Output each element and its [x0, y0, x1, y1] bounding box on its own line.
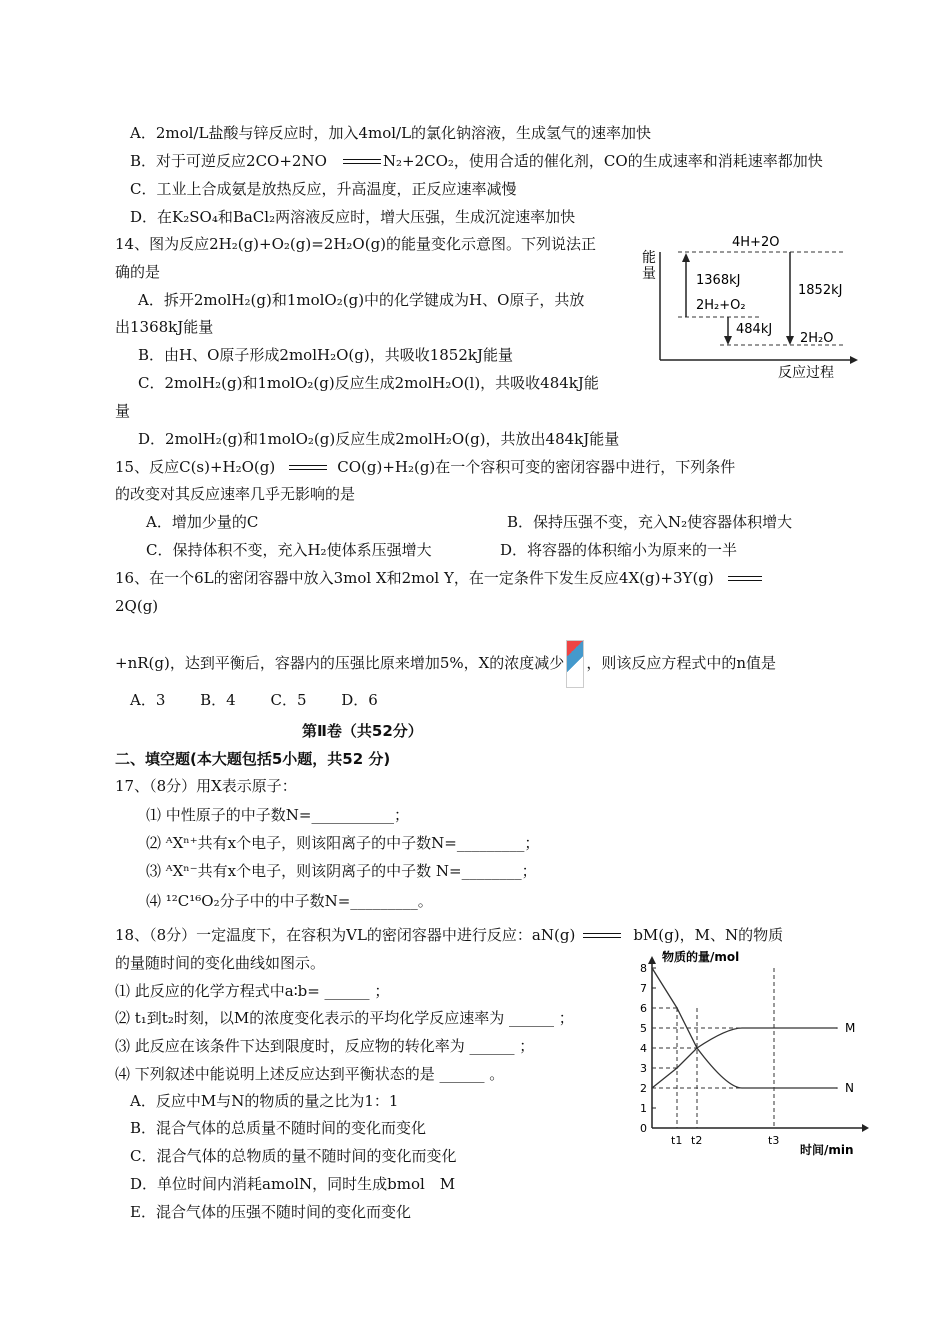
q15-option-a: A．增加少量的C — [146, 513, 259, 531]
q16-stem-text1: 16、在一个6L的密闭容器中放入3mol X和2mol Y，在一定条件下发生反应4X(g)+3Y(g) — [115, 569, 714, 587]
arrow-up-icon — [682, 253, 690, 262]
energy-ylabel-2: 量 — [642, 266, 656, 282]
data-point — [676, 1007, 678, 1009]
q13-option-a: A．2mol/L盐酸与锌反应时，加入4mol/L的氯化钠溶液，生成氢气的速率加快 — [130, 124, 652, 142]
q18-option-b: B．混合气体的总质量不随时间的变化而变化 — [130, 1119, 427, 1137]
data-point — [651, 967, 653, 969]
q13-option-b-text2: N₂+2CO₂，使用合适的催化剂，CO的生成速率和消耗速率都加快 — [382, 152, 823, 170]
q18-sub-3: ⑶ 此反应在该条件下达到限度时，反应物的转化率为 ______ ； — [115, 1037, 535, 1055]
y-tick-label: 2 — [640, 1082, 647, 1095]
q16-options: A．3 B．4 C．5 D．6 — [130, 691, 378, 709]
q15-option-b: B．保持压强不变，充入N₂使容器体积增大 — [507, 513, 793, 531]
level-bottom-label: 2H₂O — [800, 331, 834, 346]
equilibrium-arrow-icon — [583, 931, 621, 941]
y-tick-label: 1 — [640, 1102, 647, 1115]
data-point — [676, 1067, 678, 1069]
x-tick-label: t2 — [691, 1134, 703, 1147]
q18-stem-text1: 18、（8分）一定温度下，在容积为VL的密闭容器中进行反应：aN(g) — [115, 926, 576, 944]
q18-option-e: E．混合气体的压强不随时间的变化而变化 — [130, 1203, 411, 1221]
q14-stem-line1: 14、图为反应2H₂(g)+O₂(g)=2H₂O(g)的能量变化示意图。下列说法正 — [115, 235, 597, 253]
series-line-M — [652, 1028, 837, 1088]
y-tick-label: 3 — [640, 1062, 647, 1075]
y-tick-label: 5 — [640, 1022, 647, 1035]
y-axis-arrow-icon — [648, 956, 656, 964]
q15-stem-text1: 15、反应C(s)+H₂O(g) — [115, 458, 276, 476]
level-mid-label: 2H₂+O₂ — [696, 298, 746, 313]
amount-time-chart — [632, 948, 872, 1163]
data-point — [651, 1087, 653, 1089]
q15-stem-text2: CO(g)+H₂(g)在一个容积可变的密闭容器中进行，下列条件 — [337, 458, 736, 476]
q15-stem-line1 — [115, 457, 735, 477]
q15-option-d: D．将容器的体积缩小为原来的一半 — [500, 541, 738, 559]
equilibrium-arrow-icon — [343, 157, 381, 167]
volume-2-title: 第Ⅱ卷（共52分） — [302, 722, 423, 740]
chart-title: 物质的量/mol — [662, 950, 740, 964]
chart-xlabel: 时间/min — [800, 1143, 854, 1157]
q16-stem-text3b: ，则该反应方程式中的n值是 — [586, 654, 776, 672]
q18-stem-line2: 的量随时间的变化曲线如图示。 — [115, 954, 326, 972]
energy-484-label: 484kJ — [736, 322, 773, 337]
q13-option-d: D．在K₂SO₄和BaCl₂两溶液反应时，增大压强，生成沉淀速率加快 — [130, 208, 576, 226]
q17-sub-3: ⑶ ᴬXⁿ⁻共有x个电子，则该阴离子的中子数 N=________； — [146, 862, 537, 880]
q14-option-c-cont: 量 — [115, 402, 131, 420]
q18-option-a: A．反应中M与N的物质的量之比为1：1 — [130, 1092, 399, 1110]
q17-sub-4: ⑷ ¹²C¹⁶O₂分子中的中子数N=_________。 — [146, 892, 433, 910]
q18-option-d: D．单位时间内消耗amolN，同时生成bmol M — [130, 1175, 456, 1193]
x-tick-label: t3 — [768, 1134, 780, 1147]
q14-option-d: D．2molH₂(g)和1molO₂(g)反应生成2molH₂O(g)，共放出484kJ能量 — [138, 430, 620, 448]
q14-option-c: C．2molH₂(g)和1molO₂(g)反应生成2molH₂O(l)，共吸收484kJ能 — [138, 374, 599, 392]
q13-option-b-text1: B．对于可逆反应2CO+2NO — [130, 152, 327, 170]
q16-stem-line2: 2Q(g) — [115, 597, 159, 615]
q16-stem-line3 — [115, 640, 776, 688]
y-tick-label: 7 — [640, 982, 647, 995]
q14-stem-line2: 确的是 — [115, 263, 161, 281]
equilibrium-arrow-icon — [728, 574, 762, 584]
q13-option-b — [130, 151, 823, 171]
series-label-N: N — [845, 1081, 854, 1095]
q17-sub-2: ⑵ ᴬXⁿ⁺共有x个电子，则该阳离子的中子数N=_________； — [146, 834, 540, 852]
q18-option-c: C．混合气体的总物质的量不随时间的变化而变化 — [130, 1147, 457, 1165]
q18-sub-2: ⑵ t₁到t₂时刻，以M的浓度变化表示的平均化学反应速率为 ______ ； — [115, 1009, 574, 1027]
q18-stem-text2: bM(g)，M、N的物质 — [633, 926, 784, 944]
energy-1368-label: 1368kJ — [696, 273, 741, 288]
series-label-M: M — [845, 1021, 856, 1035]
q18-stem-line1 — [115, 925, 783, 945]
q14-option-a: A．拆开2molH₂(g)和1molO₂(g)中的化学键成为H、O原子，共放 — [138, 291, 585, 309]
y-tick-label: 8 — [640, 962, 647, 975]
q14-option-a-cont: 出1368kJ能量 — [115, 318, 214, 336]
data-point — [696, 1047, 698, 1049]
energy-diagram — [640, 232, 870, 382]
data-point — [836, 1087, 838, 1089]
q18-sub-4: ⑷ 下列叙述中能说明上述反应达到平衡状态的是 ______ 。 — [115, 1065, 505, 1083]
q18-sub-1: ⑴ 此反应的化学方程式中a∶b= ______ ； — [115, 982, 390, 1000]
x-tick-label: t1 — [671, 1134, 683, 1147]
x-axis-arrow-icon — [862, 1124, 869, 1132]
q16-stem-text3a: +nR(g)，达到平衡后，容器内的压强比原来增加5%，X的浓度减少 — [115, 654, 565, 672]
y-tick-label: 0 — [640, 1122, 647, 1135]
level-top-label: 4H+2O — [732, 235, 780, 250]
energy-xlabel: 反应过程 — [778, 365, 834, 381]
q14-option-b: B．由H、O原子形成2molH₂O(g)，共吸收1852kJ能量 — [138, 346, 513, 364]
q17-stem: 17、（8分）用X表示原子： — [115, 777, 297, 795]
q13-option-c: C．工业上合成氨是放热反应，升高温度，正反应速率减慢 — [130, 180, 517, 198]
energy-1852-label: 1852kJ — [798, 283, 843, 298]
x-axis-arrow-icon — [850, 356, 858, 364]
broken-image-icon — [566, 640, 584, 688]
y-tick-label: 6 — [640, 1002, 647, 1015]
q16-stem-line1 — [115, 568, 762, 588]
part-2-title: 二、填空题(本大题包括5小题，共52 分) — [115, 750, 391, 768]
arrow-down-icon — [786, 336, 794, 345]
q17-sub-1: ⑴ 中性原子的中子数N=___________； — [146, 806, 409, 824]
y-tick-label: 4 — [640, 1042, 647, 1055]
q15-option-c: C．保持体积不变，充入H₂使体系压强增大 — [146, 541, 432, 559]
q15-stem-line2: 的改变对其反应速率几乎无影响的是 — [115, 485, 356, 503]
data-point — [836, 1027, 838, 1029]
arrow-down-icon — [724, 336, 732, 345]
energy-ylabel-1: 能 — [642, 250, 656, 266]
equilibrium-arrow-icon — [289, 463, 327, 473]
